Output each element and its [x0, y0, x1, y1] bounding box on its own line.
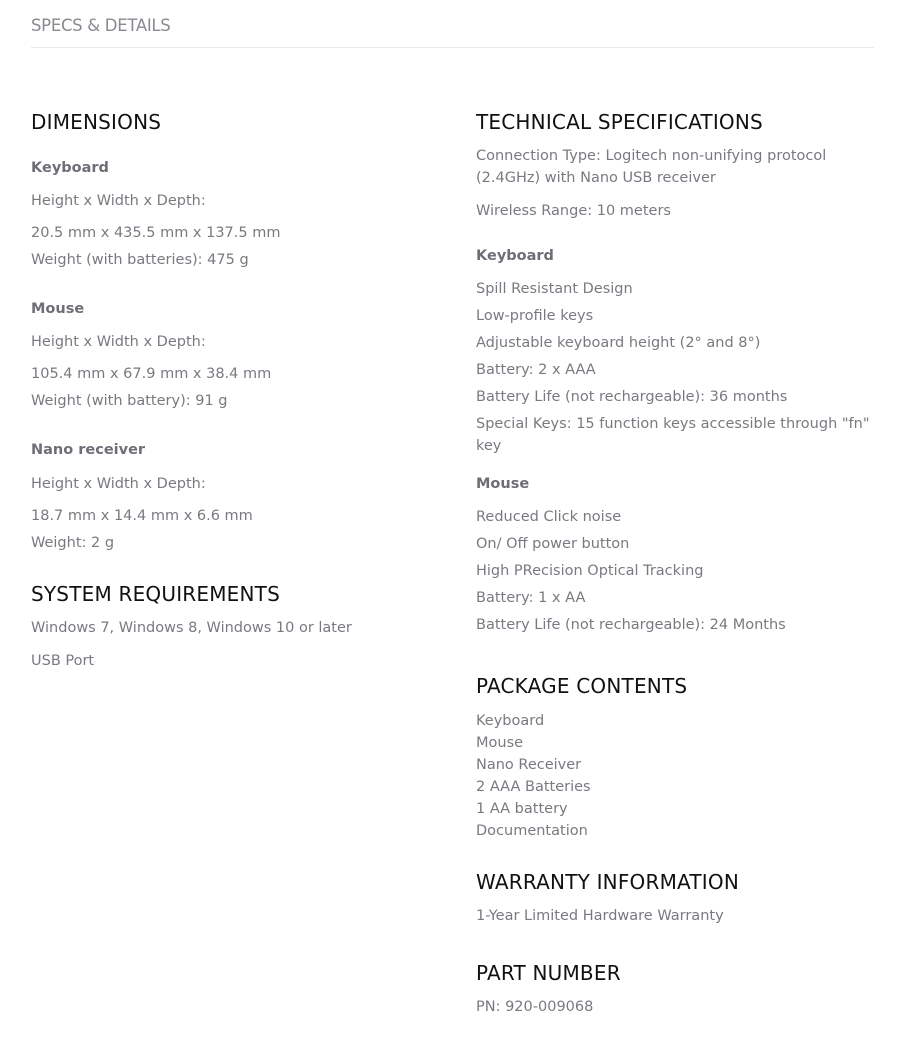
tech-keyboard-item: Battery: 2 x AAA [476, 362, 596, 378]
wireless-range: Wireless Range: 10 meters [476, 203, 671, 219]
keyboard-size-label: Height x Width x Depth: [31, 193, 206, 209]
connection-type: Connection Type: Logitech non-unifying protocol (2.4GHz) with Nano USB receiver [476, 148, 827, 186]
list-item: Keyboard [476, 713, 545, 729]
package-contents-heading: PACKAGE CONTENTS [476, 674, 688, 698]
keyboard-size-value: 20.5 mm x 435.5 mm x 137.5 mm [31, 225, 281, 241]
dimensions-mouse-title: Mouse [31, 301, 85, 317]
list-item: Mouse [476, 735, 524, 751]
system-requirement-item: USB Port [31, 653, 95, 669]
tech-keyboard-item: Battery Life (not rechargeable): 36 months [476, 389, 788, 405]
keyboard-weight: Weight (with batteries): 475 g [31, 252, 249, 268]
tech-mouse-item: On/ Off power button [476, 536, 630, 552]
part-number-heading: PART NUMBER [476, 961, 621, 985]
receiver-size-value: 18.7 mm x 14.4 mm x 6.6 mm [31, 508, 253, 524]
tech-keyboard-title: Keyboard [476, 248, 554, 264]
tech-mouse-item: Battery Life (not rechargeable): 24 Months [476, 617, 786, 633]
list-item: Documentation [476, 823, 588, 839]
tech-mouse-title: Mouse [476, 476, 530, 492]
tech-keyboard-item: Spill Resistant Design [476, 281, 633, 297]
specs-details-title: SPECS & DETAILS [31, 16, 171, 35]
list-item: 2 AAA Batteries [476, 779, 591, 795]
system-requirements-heading: SYSTEM REQUIREMENTS [31, 582, 280, 606]
mouse-size-value: 105.4 mm x 67.9 mm x 38.4 mm [31, 366, 272, 382]
dimensions-heading: DIMENSIONS [31, 110, 162, 134]
mouse-size-label: Height x Width x Depth: [31, 334, 206, 350]
tech-mouse-item: Battery: 1 x AA [476, 590, 586, 606]
system-requirement-item: Windows 7, Windows 8, Windows 10 or later [31, 620, 352, 636]
mouse-weight: Weight (with battery): 91 g [31, 393, 228, 409]
tech-keyboard-item: Adjustable keyboard height (2° and 8°) [476, 335, 761, 351]
tech-mouse-item: Reduced Click noise [476, 509, 622, 525]
part-number-text: PN: 920-009068 [476, 999, 594, 1015]
dimensions-receiver-title: Nano receiver [31, 442, 146, 458]
receiver-size-label: Height x Width x Depth: [31, 476, 206, 492]
header-divider [31, 47, 874, 48]
technical-specs-heading: TECHNICAL SPECIFICATIONS [476, 110, 763, 134]
tech-keyboard-item: Low-profile keys [476, 308, 594, 324]
tech-keyboard-item: Special Keys: 15 function keys accessible through "fn" key [476, 416, 870, 454]
list-item: Nano Receiver [476, 757, 582, 773]
receiver-weight: Weight: 2 g [31, 535, 115, 551]
dimensions-keyboard-title: Keyboard [31, 160, 109, 176]
warranty-text: 1-Year Limited Hardware Warranty [476, 908, 724, 924]
list-item: 1 AA battery [476, 801, 568, 817]
tech-mouse-item: High PRecision Optical Tracking [476, 563, 704, 579]
warranty-heading: WARRANTY INFORMATION [476, 870, 739, 894]
package-contents-list [476, 710, 591, 842]
